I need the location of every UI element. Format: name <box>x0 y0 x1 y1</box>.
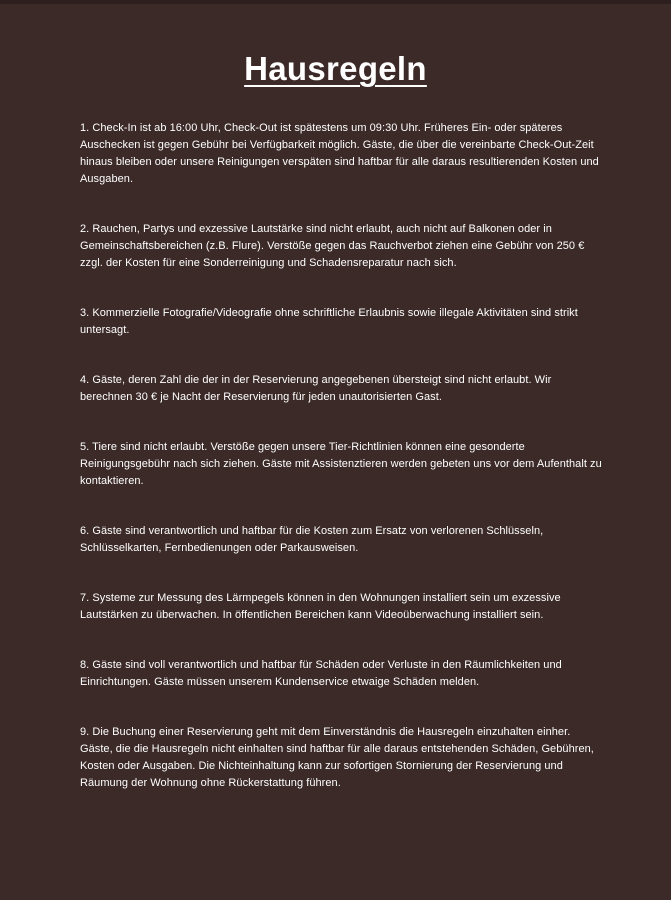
rule-1: 1. Check-In ist ab 16:00 Uhr, Check-Out ist spätestens um 09:30 Uhr. Früheres Ein- oder späteres Auschecken ist gegen Gebühr bei Verfügbarkeit möglich. Gäste, die über die vereinbarte Check-Out-Zeit hinaus bleiben oder unsere Reinigungen verspäten sind haftbar für alle daraus resultierenden Kosten und Ausgaben. <box>80 122 599 185</box>
page-title: Hausregeln <box>244 50 427 88</box>
top-border <box>0 0 671 4</box>
rule-2: 2. Rauchen, Partys und exzessive Lautstärke sind nicht erlaubt, auch nicht auf Balkonen oder in Gemeinschaftsbereichen (z.B. Flure). Verstöße gegen das Rauchverbot ziehen eine Gebühr von 250 € zzgl. der Kosten für eine Sonderreinigung und Schadensreparatur nach sich. <box>80 223 585 269</box>
rule-9: 9. Die Buchung einer Reservierung geht mit dem Einverständnis die Hausregeln einzuhalten einher. Gäste, die die Hausregeln nicht einhalten sind haftbar für alle daraus entstehenden Schäden, Gebühren, Kosten oder Ausgaben. Die Nichteinhaltung kann zur sofortigen Stornierung der Reservierung und Räumung der Wohnung ohne Rückerstattung führen. <box>80 726 594 789</box>
rule-8: 8. Gäste sind voll verantwortlich und haftbar für Schäden oder Verluste in den Räumlichkeiten und Einrichtungen. Gäste müssen unserem Kundenservice etwaige Schäden melden. <box>80 659 562 688</box>
house-rules-list <box>80 120 604 825</box>
rule-7: 7. Systeme zur Messung des Lärmpegels können in den Wohnungen installiert sein um exzessive Lautstärken zu überwachen. In öffentlichen Bereichen kann Videoüberwachung installiert sein. <box>80 592 561 621</box>
rule-3: 3. Kommerzielle Fotografie/Videografie ohne schriftliche Erlaubnis sowie illegale Aktivitäten sind strikt untersagt. <box>80 307 578 336</box>
rule-5: 5. Tiere sind nicht erlaubt. Verstöße gegen unsere Tier-Richtlinien können eine gesonderte Reinigungsgebühr nach sich ziehen. Gäste mit Assistenztieren werden gebeten uns vor dem Aufenthalt zu kontaktieren. <box>80 441 602 487</box>
rule-6: 6. Gäste sind verantwortlich und haftbar für die Kosten zum Ersatz von verlorenen Schlüsseln, Schlüsselkarten, Fernbedienungen oder Parkausweisen. <box>80 525 544 554</box>
rule-4: 4. Gäste, deren Zahl die der in der Reservierung angegebenen übersteigt sind nicht erlaubt. Wir berechnen 30 € je Nacht der Reservierung für jeden unautorisierten Gast. <box>80 374 552 403</box>
